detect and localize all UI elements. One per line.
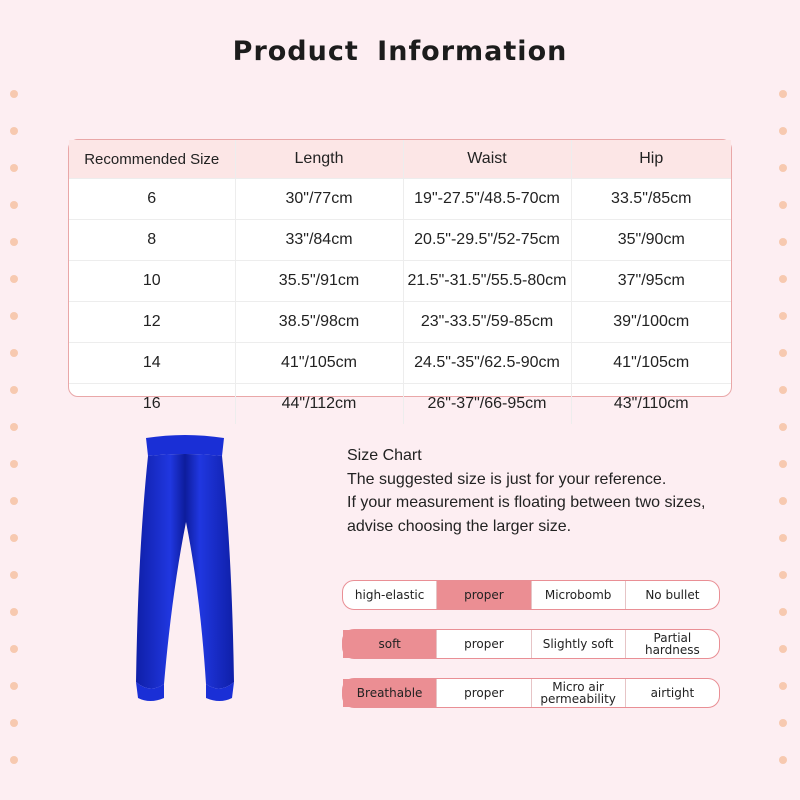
scale-option: Slightly soft bbox=[531, 630, 625, 658]
length-cell: 41"/105cm bbox=[235, 343, 403, 384]
decorative-dot bbox=[779, 164, 787, 172]
hip-cell: 33.5"/85cm bbox=[571, 179, 731, 220]
size-chart-heading: Size Chart bbox=[347, 447, 422, 464]
size-cell: 12 bbox=[69, 302, 235, 343]
table-row bbox=[69, 343, 731, 384]
decorative-dot bbox=[779, 682, 787, 690]
scale-option: proper bbox=[436, 679, 530, 707]
right-dot-border bbox=[779, 90, 787, 793]
table-row bbox=[69, 179, 731, 220]
waist-cell: 19"-27.5"/48.5-70cm bbox=[403, 179, 571, 220]
decorative-dot bbox=[779, 275, 787, 283]
pants-body bbox=[136, 454, 234, 689]
scale-option: Partial hardness bbox=[625, 630, 719, 658]
decorative-dot bbox=[10, 534, 18, 542]
elasticity-scale bbox=[342, 580, 720, 610]
scale-option: proper bbox=[436, 630, 530, 658]
hip-cell: 39"/100cm bbox=[571, 302, 731, 343]
scale-option: Micro air permeability bbox=[531, 679, 625, 707]
table-row bbox=[69, 384, 731, 425]
size-cell: 16 bbox=[69, 384, 235, 425]
decorative-dot bbox=[10, 90, 18, 98]
hip-cell: 41"/105cm bbox=[571, 343, 731, 384]
scale-option: Breathable bbox=[343, 679, 436, 707]
length-cell: 38.5"/98cm bbox=[235, 302, 403, 343]
length-cell: 30"/77cm bbox=[235, 179, 403, 220]
waist-cell: 23"-33.5"/59-85cm bbox=[403, 302, 571, 343]
decorative-dot bbox=[10, 238, 18, 246]
waist-cell: 24.5"-35"/62.5-90cm bbox=[403, 343, 571, 384]
size-chart-line: advise choosing the larger size. bbox=[347, 517, 572, 535]
decorative-dot bbox=[779, 497, 787, 505]
decorative-dot bbox=[10, 645, 18, 653]
decorative-dot bbox=[779, 127, 787, 135]
decorative-dot bbox=[779, 719, 787, 727]
scale-option: proper bbox=[436, 581, 530, 609]
size-chart-line: The suggested size is just for your reference. bbox=[347, 470, 667, 488]
hip-cell: 43"/110cm bbox=[571, 384, 731, 425]
scale-option: airtight bbox=[625, 679, 719, 707]
decorative-dot bbox=[779, 571, 787, 579]
scale-option: high-elastic bbox=[354, 588, 425, 602]
decorative-dot bbox=[10, 201, 18, 209]
decorative-dot bbox=[10, 127, 18, 135]
decorative-dot bbox=[10, 349, 18, 357]
size-table bbox=[68, 139, 732, 412]
size-chart-line: If your measurement is floating between two sizes, bbox=[347, 494, 706, 511]
page-title: Product Information bbox=[232, 36, 568, 67]
decorative-dot bbox=[10, 719, 18, 727]
waist-cell: 21.5"-31.5"/55.5-80cm bbox=[403, 261, 571, 302]
pants-waistband bbox=[146, 435, 224, 456]
header-recommended-size: Recommended Size bbox=[69, 140, 235, 179]
decorative-dot bbox=[779, 423, 787, 431]
size-table-header-row bbox=[69, 140, 731, 179]
decorative-dot bbox=[779, 90, 787, 98]
pants-product-image bbox=[130, 432, 240, 710]
decorative-dot bbox=[779, 386, 787, 394]
size-cell: 6 bbox=[69, 179, 235, 220]
length-cell: 44"/112cm bbox=[235, 384, 403, 425]
length-cell: 35.5"/91cm bbox=[235, 261, 403, 302]
hip-cell: 37"/95cm bbox=[571, 261, 731, 302]
decorative-dot bbox=[779, 349, 787, 357]
decorative-dot bbox=[10, 756, 18, 764]
header-hip: Hip bbox=[571, 140, 731, 179]
size-cell: 14 bbox=[69, 343, 235, 384]
size-chart-note bbox=[347, 444, 705, 538]
decorative-dot bbox=[10, 682, 18, 690]
decorative-dot bbox=[779, 460, 787, 468]
size-cell: 8 bbox=[69, 220, 235, 261]
decorative-dot bbox=[779, 534, 787, 542]
decorative-dot bbox=[10, 275, 18, 283]
decorative-dot bbox=[10, 312, 18, 320]
decorative-dot bbox=[10, 423, 18, 431]
scale-option: No bullet bbox=[625, 581, 719, 609]
length-cell: 33"/84cm bbox=[235, 220, 403, 261]
decorative-dot bbox=[10, 497, 18, 505]
left-dot-border bbox=[10, 90, 18, 793]
header-waist: Waist bbox=[403, 140, 571, 179]
decorative-dot bbox=[10, 164, 18, 172]
decorative-dot bbox=[10, 460, 18, 468]
decorative-dot bbox=[10, 386, 18, 394]
table-row bbox=[69, 261, 731, 302]
waist-cell: 26"-37"/66-95cm bbox=[403, 384, 571, 425]
softness-scale bbox=[342, 629, 720, 659]
table-row bbox=[69, 220, 731, 261]
decorative-dot bbox=[779, 756, 787, 764]
table-row bbox=[69, 302, 731, 343]
decorative-dot bbox=[779, 608, 787, 616]
decorative-dot bbox=[10, 571, 18, 579]
size-cell: 10 bbox=[69, 261, 235, 302]
scale-option: soft bbox=[343, 630, 436, 658]
decorative-dot bbox=[779, 645, 787, 653]
decorative-dot bbox=[779, 312, 787, 320]
hip-cell: 35"/90cm bbox=[571, 220, 731, 261]
decorative-dot bbox=[779, 201, 787, 209]
decorative-dot bbox=[10, 608, 18, 616]
header-length: Length bbox=[235, 140, 403, 179]
decorative-dot bbox=[779, 238, 787, 246]
scale-option: Microbomb bbox=[531, 581, 625, 609]
waist-cell: 20.5"-29.5"/52-75cm bbox=[403, 220, 571, 261]
breathability-scale bbox=[342, 678, 720, 708]
